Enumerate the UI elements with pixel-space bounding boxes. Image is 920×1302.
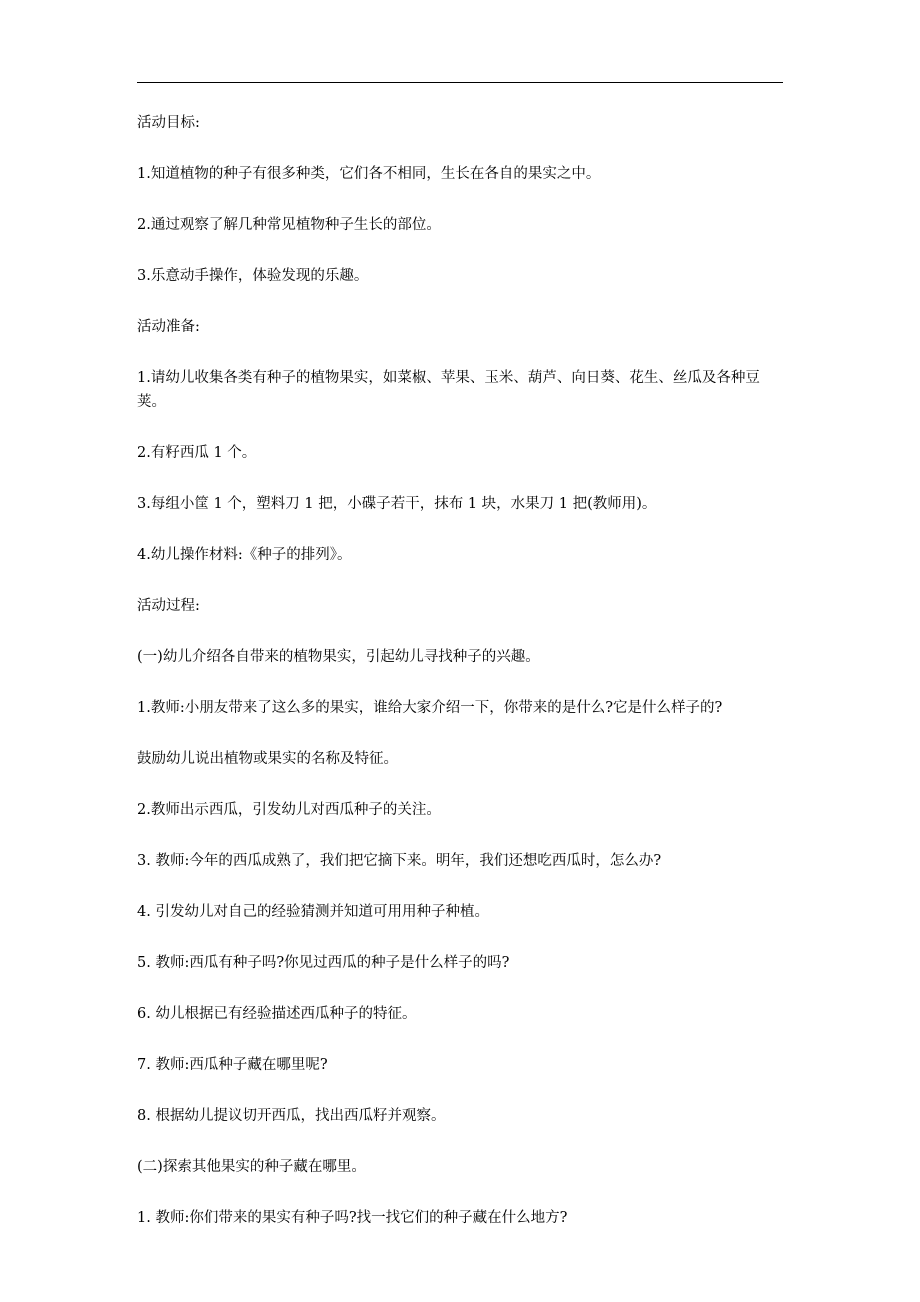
paragraph: 2.有籽西瓜 1 个。 [137,445,257,461]
paragraph: 1. 教师:你们带来的果实有种子吗?找一找它们的种子藏在什么地方? [137,1210,568,1226]
paragraph: 2.通过观察了解几种常见植物种子生长的部位。 [137,217,441,233]
paragraph: 8. 根据幼儿提议切开西瓜，找出西瓜籽并观察。 [137,1108,446,1124]
paragraph: 4.幼儿操作材料:《种子的排列》。 [137,547,352,563]
section-heading-goals: 活动目标: [137,115,200,131]
subsection-heading: (二)探索其他果实的种子藏在哪里。 [137,1159,366,1175]
paragraph: 3. 教师:今年的西瓜成熟了，我们把它摘下来。明年，我们还想吃西瓜时，怎么办? [137,853,662,869]
paragraph: 7. 教师:西瓜种子藏在哪里呢? [137,1057,328,1073]
section-heading-preparation: 活动准备: [137,319,200,335]
paragraph: 4. 引发幼儿对自己的经验猜测并知道可用用种子种植。 [137,904,489,920]
paragraph: 鼓励幼儿说出植物或果实的名称及特征。 [137,751,398,767]
paragraph: 5. 教师:西瓜有种子吗?你见过西瓜的种子是什么样子的吗? [137,955,510,971]
section-heading-process: 活动过程: [137,598,200,614]
header-divider [137,82,783,83]
paragraph: 1.教师:小朋友带来了这么多的果实，谁给大家介绍一下，你带来的是什么?它是什么样子的? [137,700,723,716]
paragraph: 6. 幼儿根据已有经验描述西瓜种子的特征。 [137,1006,417,1022]
paragraph: 1.请幼儿收集各类有种子的植物果实，如菜椒、苹果、玉米、葫芦、向日葵、花生、丝瓜及各种豆荚。 [137,370,760,410]
subsection-heading: (一)幼儿介绍各自带来的植物果实，引起幼儿寻找种子的兴趣。 [137,649,540,665]
paragraph: 3.乐意动手操作，体验发现的乐趣。 [137,268,369,284]
paragraph: 1.知道植物的种子有很多种类，它们各不相同，生长在各自的果实之中。 [137,166,601,182]
paragraph: 3.每组小筐 1 个，塑料刀 1 把，小碟子若干，抹布 1 块，水果刀 1 把(教师用)。 [137,496,657,512]
paragraph: 2.教师出示西瓜，引发幼儿对西瓜种子的关注。 [137,802,441,818]
document-body [137,111,787,1257]
